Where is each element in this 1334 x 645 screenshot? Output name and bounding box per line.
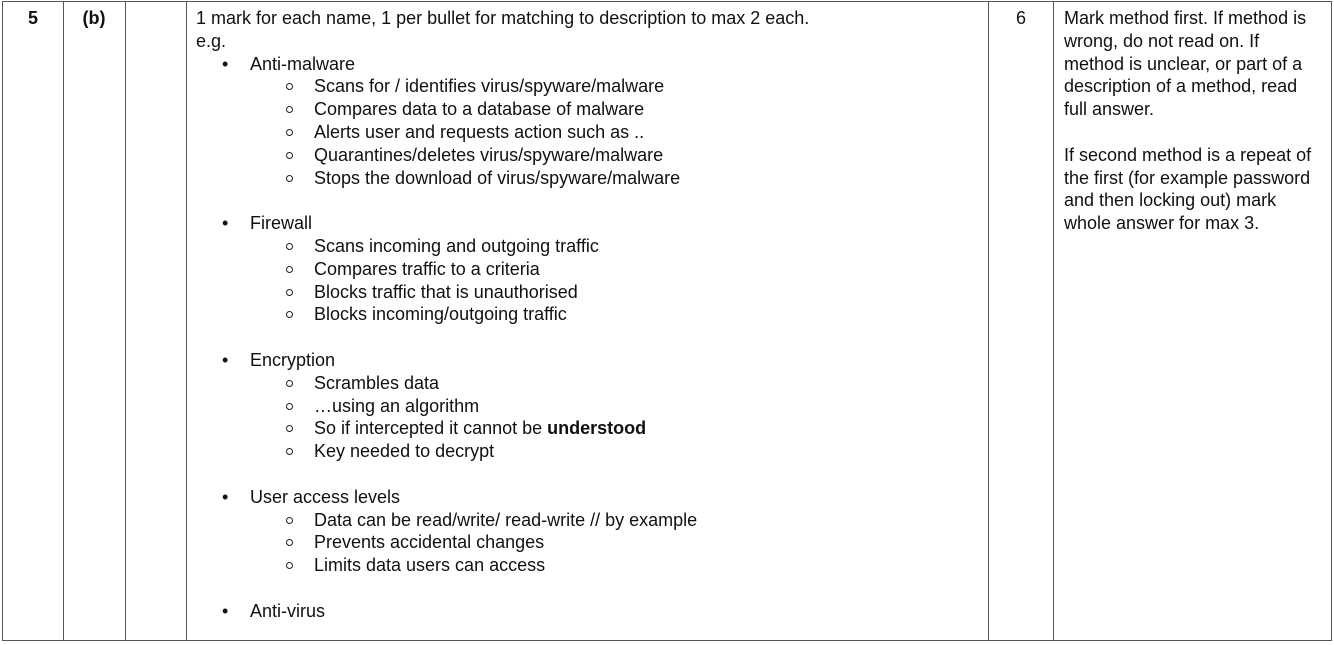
answer-eg: e.g. [196,30,227,51]
group-heading-label: Anti-malware [250,53,356,74]
sub-bullet-item [196,395,987,418]
sub-bullet-item [196,531,987,554]
sub-bullet-text: Scans for / identifies virus/spyware/malware [314,76,665,97]
sub-bullet-text: …using an algorithm [314,395,480,416]
sub-bullet-item [196,144,987,167]
answer-group [196,212,987,326]
group-heading-label: Firewall [250,213,313,234]
bullet-icon: • [222,349,229,370]
sub-bullet-item [196,554,987,577]
group-heading [196,212,987,235]
sub-bullet-text: Compares data to a database of malware [314,99,645,120]
sub-bullet-text: Blocks traffic that is unauthorised [314,281,578,302]
sub-bullet-text: Blocks incoming/outgoing traffic [314,304,567,325]
sub-bullet-item [196,75,987,98]
sub-bullet-item [196,235,987,258]
sub-bullet-text: Scans incoming and outgoing traffic [314,235,599,256]
guidance-cell [1054,2,1330,258]
group-heading-label: Anti-virus [250,600,326,621]
guidance-paragraph: If second method is a repeat of the first (for example password and then locking out) mark whole answer for max 3. [1064,144,1312,234]
hollow-circle-icon [286,403,293,410]
hollow-circle-icon [286,425,293,432]
sub-bullet-text: Compares traffic to a criteria [314,258,540,279]
sub-bullet-item [196,372,987,395]
sub-bullet-text: Limits data users can access [314,555,546,576]
sub-bullet-text: Stops the download of virus/spyware/malware [314,167,681,188]
hollow-circle-icon [286,289,293,296]
mark-scheme-table [2,1,1332,641]
sub-bullet-item [196,417,987,440]
answer-group [196,53,987,190]
hollow-circle-icon [286,83,293,90]
hollow-circle-icon [286,517,293,524]
hollow-circle-icon [286,539,293,546]
bullet-icon: • [222,600,229,621]
sub-bullet-text: Prevents accidental changes [314,532,545,553]
answer-cell [187,2,987,645]
answer-intro: 1 mark for each name, 1 per bullet for matching to description to max 2 each. [196,8,810,28]
sub-bullet-item [196,509,987,532]
group-heading-label: User access levels [250,486,401,507]
question-part: (b) [82,8,106,28]
sub-bullet-text: Key needed to decrypt [314,441,495,462]
group-heading [196,349,987,372]
sub-bullet-text: So if intercepted it cannot be [314,418,548,439]
sub-bullet-item [196,303,987,326]
sub-bullet-item [196,167,987,190]
answer-group [196,600,987,623]
group-heading [196,600,987,623]
hollow-circle-icon [286,562,293,569]
sub-bullet-item [196,98,987,121]
emphasised-word: understood [547,418,647,439]
sub-bullet-text: Data can be read/write/ read-write // by example [314,509,698,530]
hollow-circle-icon [286,380,293,387]
hollow-circle-icon [286,175,293,182]
group-heading [196,53,987,76]
column-divider [63,2,64,640]
question-number: 5 [27,8,38,28]
column-divider [988,2,989,640]
sub-bullet-item [196,440,987,463]
hollow-circle-icon [286,266,293,273]
hollow-circle-icon [286,152,293,159]
hollow-circle-icon [286,106,293,113]
sub-bullet-item [196,281,987,304]
bullet-icon: • [222,486,229,507]
guidance-paragraph: Mark method first. If method is wrong, do not read on. If method is unclear, or part of a description of a method, read full answer. [1064,8,1307,120]
column-divider [125,2,126,640]
hollow-circle-icon [286,243,293,250]
sub-bullet-item [196,121,987,144]
answer-groups [196,53,987,623]
sub-bullet-text: Alerts user and requests action such as .. [314,121,645,142]
bullet-icon: • [222,213,229,234]
hollow-circle-icon [286,448,293,455]
group-heading [196,486,987,509]
marks-cell: 6 [1015,8,1026,28]
sub-bullet-text: Scrambles data [314,372,440,393]
hollow-circle-icon [286,129,293,136]
hollow-circle-icon [286,311,293,318]
answer-group [196,486,987,577]
sub-bullet-text: Quarantines/deletes virus/spyware/malware [314,144,664,165]
sub-bullet-item [196,258,987,281]
bullet-icon: • [222,53,229,74]
answer-group [196,349,987,463]
group-heading-label: Encryption [250,349,336,370]
